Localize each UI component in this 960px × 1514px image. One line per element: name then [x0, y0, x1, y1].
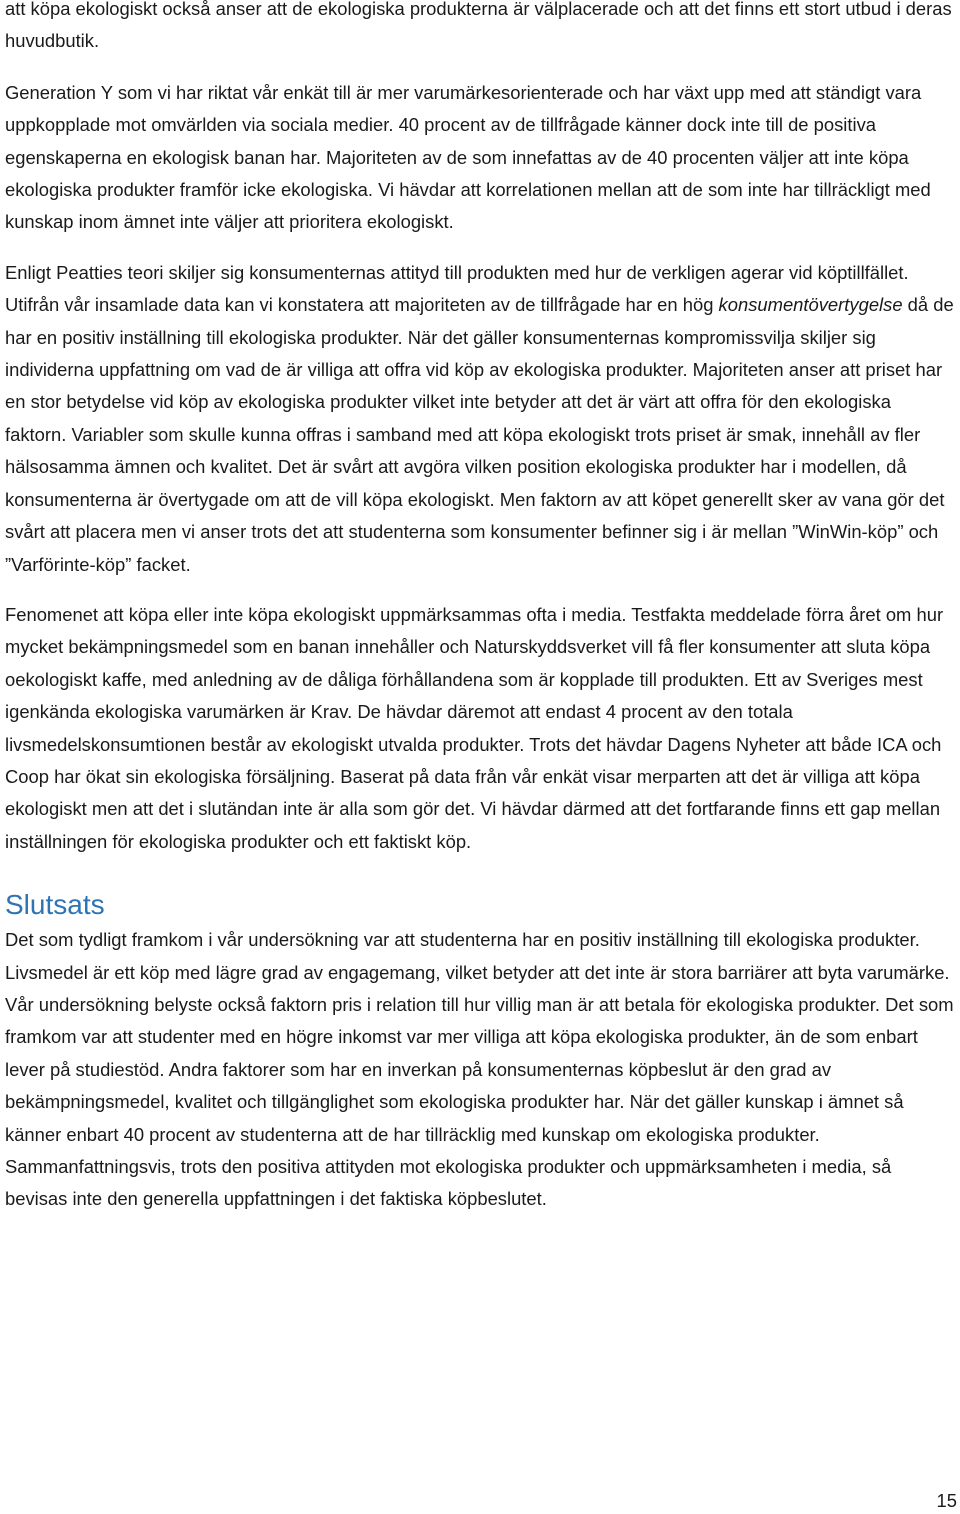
emphasis-konsumentovertygelse: konsumentövertygelse: [718, 294, 903, 316]
page-number: 15: [936, 1490, 957, 1511]
section-heading-slutsats: Slutsats: [5, 889, 105, 921]
paragraph-peatties-theory: [5, 257, 955, 581]
paragraph-conclusion: Det som tydligt framkom i vår undersökning var att studenterna har en positiv inställning till ekologiska produkter. Livsmedel är ett köp med lägre grad av engagemang, vilket betyder att det inte är stora barriärer att byta varumärke. Vår undersökning belyste också faktorn pris i relation till hur villig man är att betala för ekologiska produkter. Det som framkom var att studenter med en högre inkomst var mer villiga att köpa ekologiska produkter, än de som enbart lever på studiestöd. Andra faktorer som har en inverkan på konsumenternas köpbeslut är den grad av bekämpningsmedel, kvalitet och tillgänglighet som ekologiska produkter har. När det gäller kunskap i ämnet så känner enbart 40 procent av studenterna att de har tillräcklig med kunskap om ekologiska produkter. Sammanfattningsvis, trots den positiva attityden mot ekologiska produkter och uppmärksamheten i media, så bevisas inte den generella uppfattningen i det faktiska köpbeslutet.: [5, 929, 954, 1210]
paragraph-media-phenomenon: Fenomenet att köpa eller inte köpa ekologiskt uppmärksammas ofta i media. Testfakta meddelade förra året om hur mycket bekämpningsmedel som en banan innehåller och Naturskyddsverket vill få fler konsumenter att sluta köpa oekologiskt kaffe, med anledning av de dåliga förhållandena som är kopplade till produkten. Ett av Sveriges mest igenkända ekologiska varumärken är Krav. De hävdar däremot att endast 4 procent av den totala livsmedelskonsumtionen består av ekologiskt utvalda produkter. Trots det hävdar Dagens Nyheter att både ICA och Coop har ökat sin ekologiska försäljning. Baserat på data från vår enkät visar merparten att det är villiga att köpa ekologiskt men att det i slutändan inte är alla som gör det. Vi hävdar därmed att det fortfarande finns ett gap mellan inställningen för ekologiska produkter och ett faktiskt köp.: [5, 603, 944, 852]
paragraph-generation-y: Generation Y som vi har riktat vår enkät till är mer varumärkesorienterade och har växt upp med att ständigt vara uppkopplade mot omvärlden via sociala medier. 40 procent av de tillfrågade känner dock inte till de positiva egenskaperna en ekologisk banan har. Majoriteten av de som innefattas av de 40 procenten väljer att inte köpa ekologiska produkter framför icke ekologiska. Vi hävdar att korrelationen mellan att de som inte har tillräckligt med kunskap inom ämnet inte väljer att prioritera ekologiskt.: [5, 81, 931, 233]
paragraph-peatties-part-b: då de har en positiv inställning till ekologiska produkter. När det gäller konsumenternas kompromissvilja skiljer sig individerna uppfattning om vad de är villiga att offra vid köp av ekologiska produkter. Majoriteten anser att priset har en stor betydelse vid köp av ekologiska produkter vilket inte betyder att det är värt att offra för den ekologiska faktorn. Variabler som skulle kunna offras i samband med att köpa ekologiskt trots priset är smak, innehåll av fler hälsosamma ämnen och kvalitet. Det är svårt att avgöra vilken position ekologiska produkter har i modellen, då konsumenterna är övertygade om att de vill köpa ekologiskt. Men faktorn av att köpet generellt sker av vana gör det svårt att placera men vi anser trots det att studenterna som konsumenter befinner sig i är mellan ”WinWin-köp” och ”Varförinte-köp” facket.: [5, 294, 954, 575]
paragraph-peatties-part-a: Enligt Peatties teori skiljer sig konsumenternas attityd till produkten med hur de verkligen agerar vid köptillfället. Utifrån vår insamlade data kan vi konstatera att majoriteten av de tillfrågade har en hög: [5, 261, 909, 316]
paragraph-intro-continuation: att köpa ekologiskt också anser att de ekologiska produkterna är välplacerade och att det finns ett stort utbud i deras huvudbutik.: [5, 0, 952, 52]
document-page: [5, 0, 955, 1234]
